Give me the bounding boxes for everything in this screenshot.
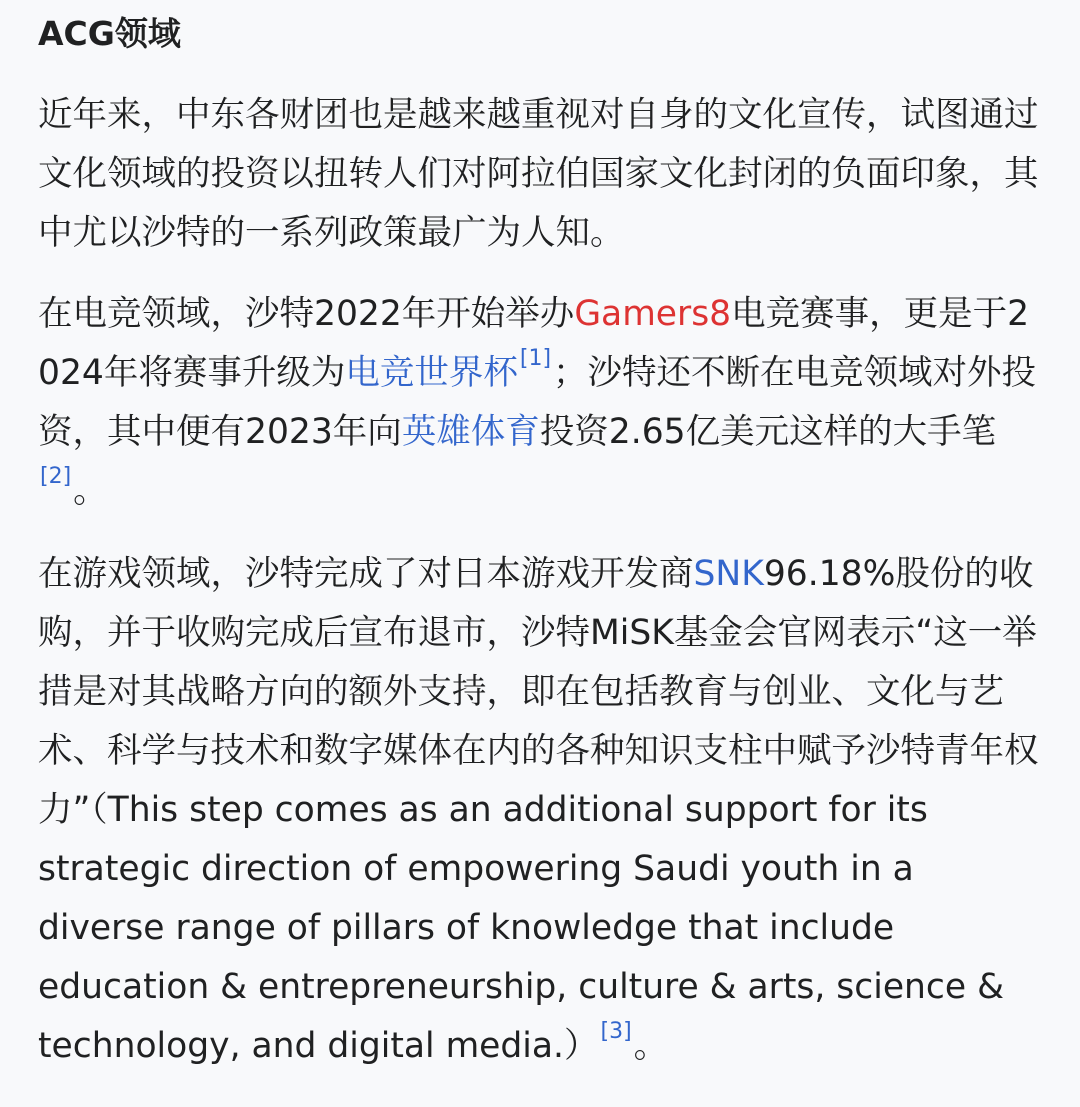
reference-3[interactable]: [3] [600, 1019, 632, 1045]
paragraph-text: ；沙特还不断在电竞领域对外投资，其中便有2023年向 [38, 353, 1037, 452]
section-heading: ACG领域 [38, 14, 181, 53]
paragraph-text: 近年来，中东各财团也是越来越重视对自身的文化宣传，试图通过文化领域的投资以扭转人们对阿拉伯国家文化封闭的负面印象，其中尤以沙特的一系列政策最广为人知。 [38, 95, 1039, 253]
paragraph-text: 电竞赛事，更是于2024年将赛事升级为 [38, 294, 1030, 393]
link-savvy-games[interactable]: 英雄体育 [401, 412, 540, 452]
link-snk[interactable]: SNK [693, 554, 764, 594]
paragraph-intro [38, 86, 1044, 263]
paragraph-esports [38, 285, 1044, 521]
paragraph-text: 在电竞领域，沙特2022年开始举办 [38, 294, 575, 334]
paragraph-gaming [38, 545, 1044, 1076]
paragraph-text: 。 [73, 471, 108, 511]
link-esports-world-cup[interactable]: 电竞世界杯 [345, 353, 518, 393]
reference-1[interactable]: [1] [519, 346, 552, 372]
reference-2[interactable]: [2] [40, 464, 72, 490]
link-gamers8[interactable]: Gamers8 [574, 294, 732, 334]
paragraph-text: 投资2.65亿美元这样的大手笔 [539, 412, 997, 452]
paragraph-text: 。 [633, 1026, 669, 1066]
paragraph-text: 在游戏领域，沙特完成了对日本游戏开发商 [38, 554, 694, 594]
english-quote: This step comes as an additional support for its strategic direction of empowering Saudi youth in a diverse range of pillars of knowledge that include education & entrepreneurship, culture & arts, science & technology, and digital media.） [38, 790, 1004, 1066]
paragraph-text: 96.18%股份的收购，并于收购完成后宣布退市，沙特MiSK基金会官网表示“这一举措是对其战略方向的额外支持，即在包括教育与创业、文化与艺术、科学与技术和数字媒体在内的各种知识支柱中赋予沙特青年权力”（ [38, 554, 1039, 830]
